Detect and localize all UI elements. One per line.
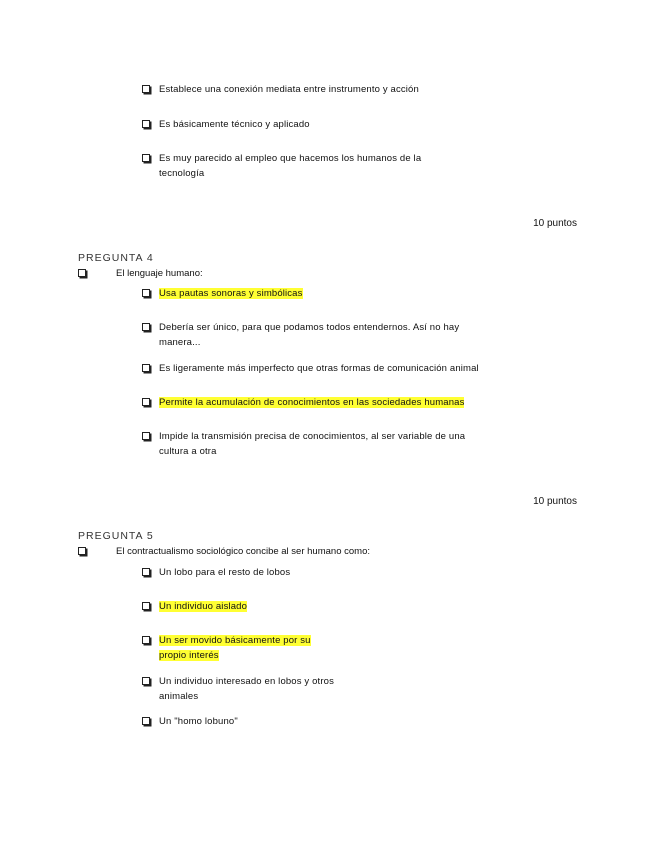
q4-option-3[interactable]: Es ligeramente más imperfecto que otras formas de comunicación animal xyxy=(142,361,522,376)
highlighted-answer: Un ser movido básicamente por su xyxy=(159,635,311,646)
q5-option-2[interactable] xyxy=(142,599,512,614)
checkbox-icon xyxy=(78,269,86,277)
q3-option-3[interactable] xyxy=(142,151,512,181)
q4-option-5[interactable]: Impide la transmisión precisa de conocimientos, al ser variable de una cultura a otra xyxy=(142,429,512,459)
highlighted-answer: Usa pautas sonoras y simbólicas xyxy=(159,288,303,299)
q5-label: PREGUNTA 5 xyxy=(78,530,154,542)
option-text: Es básicamente técnico y aplicado xyxy=(159,119,310,130)
checkbox-icon[interactable] xyxy=(142,364,150,372)
checkbox-icon[interactable] xyxy=(142,85,150,93)
q5-option-5[interactable]: Un "homo lobuno" xyxy=(142,714,512,729)
q5-option-4[interactable]: Un individuo interesado en lobos y otros animales xyxy=(142,674,512,704)
highlighted-answer: Un individuo aislado xyxy=(159,601,248,612)
checkbox-icon[interactable] xyxy=(142,120,150,128)
checkbox-icon[interactable] xyxy=(142,289,150,297)
q5-stem: El contractualismo sociológico concibe al ser humano como: xyxy=(78,544,528,559)
q5-points: 10 puntos xyxy=(533,496,577,507)
checkbox-icon[interactable] xyxy=(142,602,150,610)
q3-option-2[interactable] xyxy=(142,117,512,132)
q4-stem: El lenguaje humano: xyxy=(78,266,528,281)
highlighted-answer: Permite la acumulación de conocimientos en las sociedades humanas xyxy=(159,397,465,408)
checkbox-icon[interactable] xyxy=(142,717,150,725)
q3-option-1[interactable] xyxy=(142,82,512,97)
highlighted-answer: propio interés xyxy=(159,650,219,661)
option-text: Establece una conexión mediata entre instrumento y acción xyxy=(159,84,419,95)
checkbox-icon xyxy=(78,547,86,555)
checkbox-icon[interactable] xyxy=(142,568,150,576)
option-text: Es muy parecido al empleo que hacemos los humanos de la tecnología xyxy=(159,153,422,179)
checkbox-icon[interactable] xyxy=(142,636,150,644)
q5-option-1[interactable]: Un lobo para el resto de lobos xyxy=(142,565,512,580)
checkbox-icon[interactable] xyxy=(142,154,150,162)
q4-option-1[interactable] xyxy=(142,286,512,301)
q4-option-2[interactable]: Debería ser único, para que podamos todos entendernos. Así no hay manera... xyxy=(142,320,512,350)
q4-points: 10 puntos xyxy=(533,218,577,229)
q4-option-4[interactable] xyxy=(142,395,512,410)
q5-option-3[interactable] xyxy=(142,633,512,663)
q4-label: PREGUNTA 4 xyxy=(78,252,154,264)
checkbox-icon[interactable] xyxy=(142,398,150,406)
checkbox-icon[interactable] xyxy=(142,677,150,685)
checkbox-icon[interactable] xyxy=(142,432,150,440)
checkbox-icon[interactable] xyxy=(142,323,150,331)
